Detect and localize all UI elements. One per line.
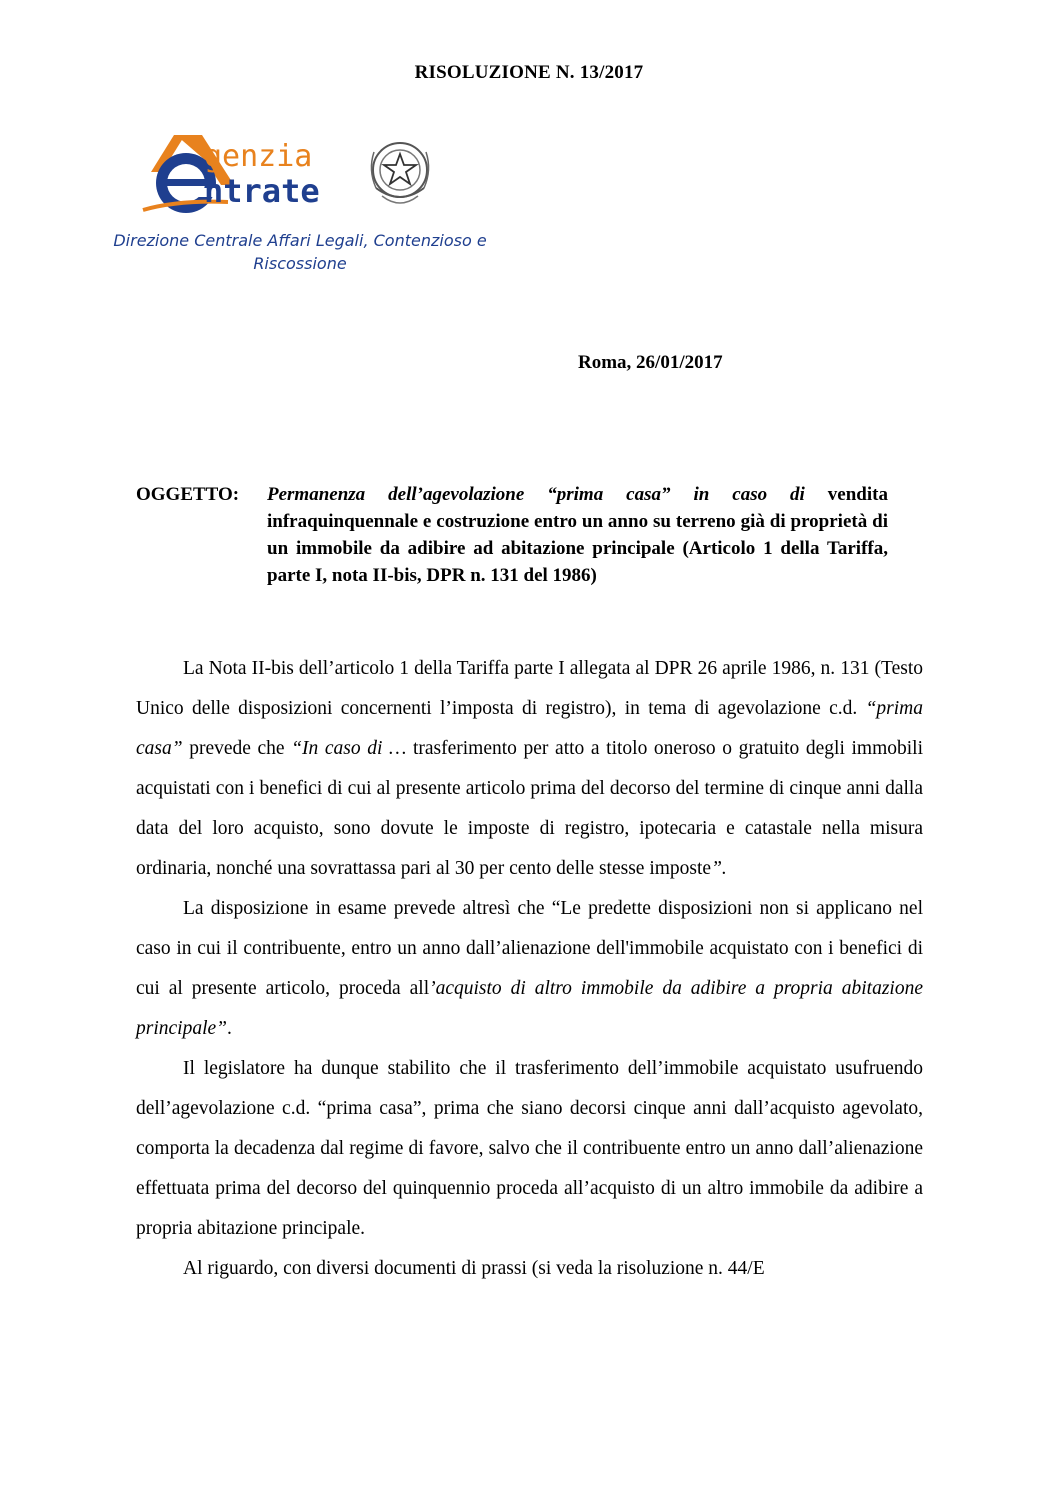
- paragraph-3: Il legislatore ha dunque stabilito che il trasferimento dell’immobile acquistato usufruendo dell’agevolazione c.d. “prima casa”, prima che siano decorsi cinque anni dall’acquisto agevolato, comporta la decadenza dal regime di favore, salvo che il contribuente entro un anno dall’alienazione effettuata prima del decorso del quinquennio proceda all’acquisto di un altro immobile da adibire a propria abitazione principale.: [136, 1058, 923, 1239]
- document-title: RISOLUZIONE N. 13/2017: [414, 62, 644, 83]
- subject-main-part: vendita infraquinquennale e costruzione entro un anno su terreno già di proprietà di un immobile da adibire ad abitazione principale (Articolo 1 della Tariffa, parte I, nota II-bis, DPR n. 131 del 1986): [267, 484, 888, 586]
- logo-text-genzia: genzia: [204, 139, 313, 174]
- paragraph-2: La disposizione in esame prevede altresì che “Le predette disposizioni non si applicano nel caso in cui il contribuente, entro un anno dall’alienazione dell'immobile acquistato con i benefici di cui al presente articolo, proceda all’acquisto di altro immobile da adibire a propria abitazione principale”.: [136, 898, 923, 1039]
- department-line-1: Direzione Centrale Affari Legali, Contenzioso e: [113, 231, 487, 250]
- document-body: [136, 649, 923, 1289]
- logo-graphic: [138, 130, 438, 225]
- department-line-2: Riscossione: [253, 254, 347, 273]
- paragraph-1: La Nota II-bis dell’articolo 1 della Tariffa parte I allegata al DPR 26 aprile 1986, n. 131 (Testo Unico delle disposizioni concernenti l’imposta di registro), in tema di agevolazione c.d. “prima casa” prevede che “In caso di … trasferimento per atto a titolo oneroso o gratuito degli immobili acquistati con i benefici di cui al presente articolo prima del decorso del termine di cinque anni dalla data del loro acquisto, sono dovute le imposte di registro, ipotecaria e catastale nella misura ordinaria, nonché una sovrattassa pari al 30 per cento delle stesse imposte”.: [136, 658, 923, 879]
- document-date: Roma, 26/01/2017: [578, 352, 723, 373]
- logo-text-ntrate: ntrate: [204, 172, 320, 210]
- paragraph-4: Al riguardo, con diversi documenti di prassi (si veda la risoluzione n. 44/E: [183, 1258, 765, 1279]
- subject-label: OGGETTO:: [136, 484, 240, 505]
- republic-emblem-icon: [371, 143, 428, 203]
- agenzia-entrate-logo: [138, 130, 438, 225]
- subject-italic-part: Permanenza dell’agevolazione “prima casa” in caso di: [267, 484, 805, 505]
- subject-block: [136, 481, 888, 589]
- department-name: [60, 229, 540, 275]
- subject-text: [267, 481, 888, 589]
